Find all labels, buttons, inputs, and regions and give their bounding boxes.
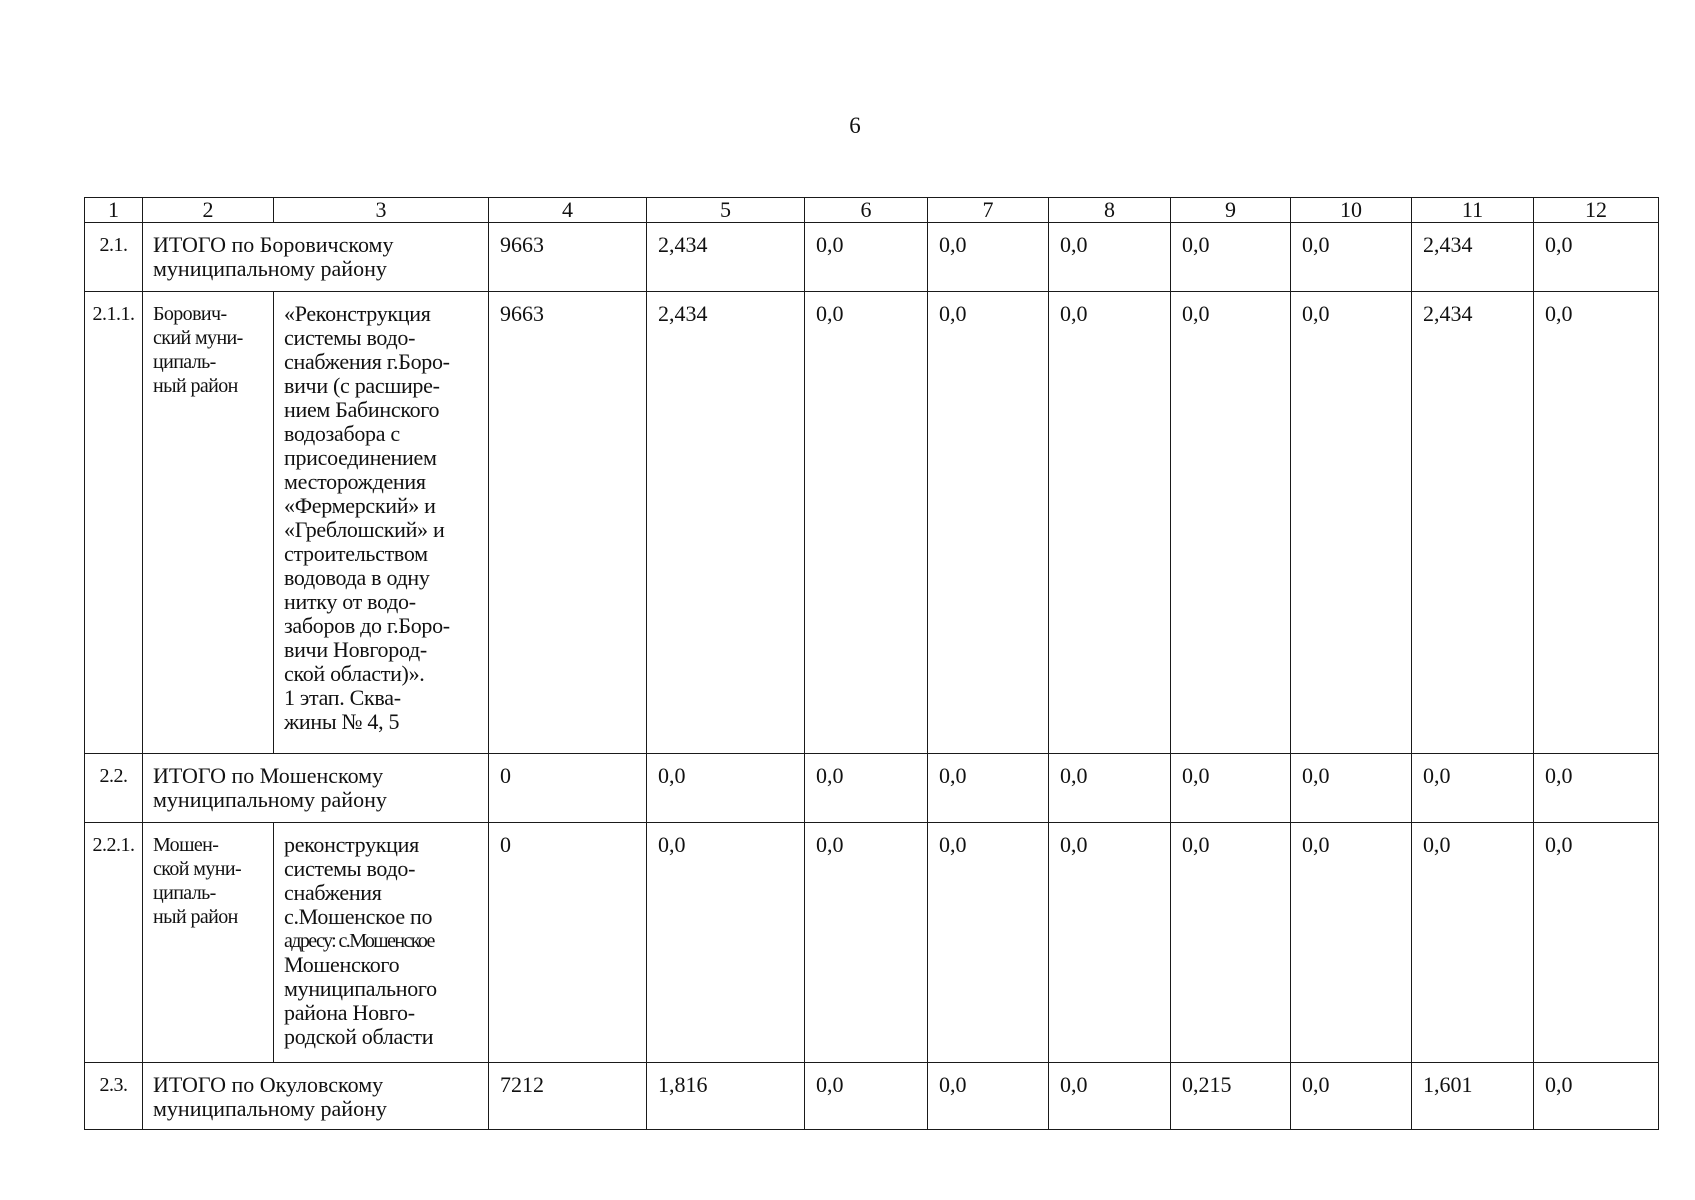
description-line: снабжения: [284, 880, 382, 905]
description-line: адресу: с.Мошенское: [284, 930, 434, 952]
row-number: 2.2.1.: [85, 823, 143, 1063]
label-line: муниципальному району: [153, 787, 387, 812]
municipality-line: ный район: [153, 906, 238, 928]
description-line: жины № 4, 5: [284, 709, 400, 734]
description-line: системы водо-: [284, 856, 416, 881]
description-line: родской области: [284, 1024, 434, 1049]
value-cell: 0,0: [1049, 754, 1171, 823]
value-cell: 9663: [489, 292, 647, 754]
municipality-line: Мошен-: [153, 834, 219, 856]
value-cell: 0,0: [928, 1063, 1049, 1130]
description-cell: [274, 292, 489, 754]
description-line: с.Мошенское по: [284, 904, 433, 929]
value-cell: 0,0: [1049, 223, 1171, 292]
value-cell: 0,0: [1291, 292, 1412, 754]
value-cell: 0,0: [1291, 823, 1412, 1063]
description-cell: [274, 823, 489, 1063]
municipality-line: ский муни-: [153, 327, 243, 349]
description-line: «Греблошский» и: [284, 517, 445, 542]
description-line: вичи (с расшире-: [284, 373, 440, 398]
description-line: водовода в одну: [284, 565, 430, 590]
column-number: 11: [1412, 198, 1534, 223]
description-line: присоединением: [284, 445, 437, 470]
description-line: заборов до г.Боро-: [284, 613, 450, 638]
value-cell: 0,0: [805, 1063, 928, 1130]
value-cell: 0,0: [805, 823, 928, 1063]
value-cell: 0,0: [1291, 223, 1412, 292]
municipality-line: Борович-: [153, 303, 227, 325]
value-cell: 0,0: [1171, 754, 1291, 823]
value-cell: 2,434: [1412, 223, 1534, 292]
value-cell: 0,0: [1534, 223, 1659, 292]
value-cell: 1,816: [647, 1063, 805, 1130]
value-cell: 0,0: [1534, 754, 1659, 823]
value-cell: 7212: [489, 1063, 647, 1130]
value-cell: 0,0: [1171, 223, 1291, 292]
value-cell: 0,0: [928, 292, 1049, 754]
value-cell: 1,601: [1412, 1063, 1534, 1130]
table-row: [85, 754, 1659, 823]
description-line: нием Бабинского: [284, 397, 440, 422]
column-number: 8: [1049, 198, 1171, 223]
table-row: [85, 823, 1659, 1063]
row-number: 2.1.: [85, 223, 143, 292]
value-cell: 0,215: [1171, 1063, 1291, 1130]
value-cell: 0,0: [1049, 1063, 1171, 1130]
label-line: муниципальному району: [153, 256, 387, 281]
value-cell: 2,434: [647, 223, 805, 292]
value-cell: 9663: [489, 223, 647, 292]
label-line: ИТОГО по Мошенскому: [153, 763, 384, 788]
description-line: муниципального: [284, 976, 437, 1001]
row-total-label: [143, 223, 489, 292]
value-cell: 0,0: [647, 823, 805, 1063]
column-number: 12: [1534, 198, 1659, 223]
value-cell: 2,434: [647, 292, 805, 754]
municipality-line: ципаль-: [153, 882, 216, 904]
value-cell: 0,0: [1171, 823, 1291, 1063]
budget-table: [84, 197, 1659, 1130]
value-cell: 0,0: [1412, 754, 1534, 823]
description-line: месторождения: [284, 469, 426, 494]
value-cell: 0: [489, 823, 647, 1063]
column-number: 5: [647, 198, 805, 223]
value-cell: 0,0: [805, 223, 928, 292]
value-cell: 0,0: [805, 292, 928, 754]
value-cell: 2,434: [1412, 292, 1534, 754]
column-number-row: [85, 198, 1659, 223]
value-cell: 0,0: [805, 754, 928, 823]
row-number: 2.2.: [85, 754, 143, 823]
value-cell: 0,0: [1049, 292, 1171, 754]
value-cell: 0,0: [928, 823, 1049, 1063]
value-cell: 0,0: [928, 754, 1049, 823]
column-number: 4: [489, 198, 647, 223]
row-number: 2.1.1.: [85, 292, 143, 754]
description-line: «Реконструкция: [284, 301, 431, 326]
label-line: ИТОГО по Боровичскому: [153, 232, 394, 257]
description-line: «Фермерский» и: [284, 493, 436, 518]
description-line: системы водо-: [284, 325, 416, 350]
table-row: [85, 223, 1659, 292]
description-line: реконструкция: [284, 832, 419, 857]
column-number: 2: [143, 198, 274, 223]
municipality-cell: [143, 823, 274, 1063]
value-cell: 0,0: [1291, 754, 1412, 823]
label-line: муниципальному району: [153, 1096, 387, 1121]
value-cell: 0: [489, 754, 647, 823]
municipality-line: ской муни-: [153, 858, 242, 880]
label-line: ИТОГО по Окуловскому: [153, 1072, 384, 1097]
description-line: нитку от водо-: [284, 589, 416, 614]
description-line: строительством: [284, 541, 428, 566]
column-number: 1: [85, 198, 143, 223]
value-cell: 0,0: [1291, 1063, 1412, 1130]
municipality-line: ципаль-: [153, 351, 216, 373]
table-row: [85, 1063, 1659, 1130]
description-line: вичи Новгород-: [284, 637, 427, 662]
row-number: 2.3.: [85, 1063, 143, 1130]
description-line: снабжения г.Боро-: [284, 349, 450, 374]
table-row: [85, 292, 1659, 754]
column-number: 7: [928, 198, 1049, 223]
row-total-label: [143, 1063, 489, 1130]
description-line: ской области)».: [284, 661, 425, 686]
column-number: 3: [274, 198, 489, 223]
value-cell: 0,0: [1534, 823, 1659, 1063]
column-number: 10: [1291, 198, 1412, 223]
value-cell: 0,0: [1171, 292, 1291, 754]
description-line: водозабора с: [284, 421, 400, 446]
value-cell: 0,0: [1534, 292, 1659, 754]
description-line: района Новго-: [284, 1000, 415, 1025]
page-number: 6: [849, 113, 861, 138]
value-cell: 0,0: [1534, 1063, 1659, 1130]
municipality-cell: [143, 292, 274, 754]
value-cell: 0,0: [928, 223, 1049, 292]
description-line: Мошенского: [284, 952, 400, 977]
description-line: 1 этап. Сква-: [284, 685, 401, 710]
column-number: 6: [805, 198, 928, 223]
column-number: 9: [1171, 198, 1291, 223]
value-cell: 0,0: [1412, 823, 1534, 1063]
value-cell: 0,0: [647, 754, 805, 823]
row-total-label: [143, 754, 489, 823]
municipality-line: ный район: [153, 375, 238, 397]
value-cell: 0,0: [1049, 823, 1171, 1063]
